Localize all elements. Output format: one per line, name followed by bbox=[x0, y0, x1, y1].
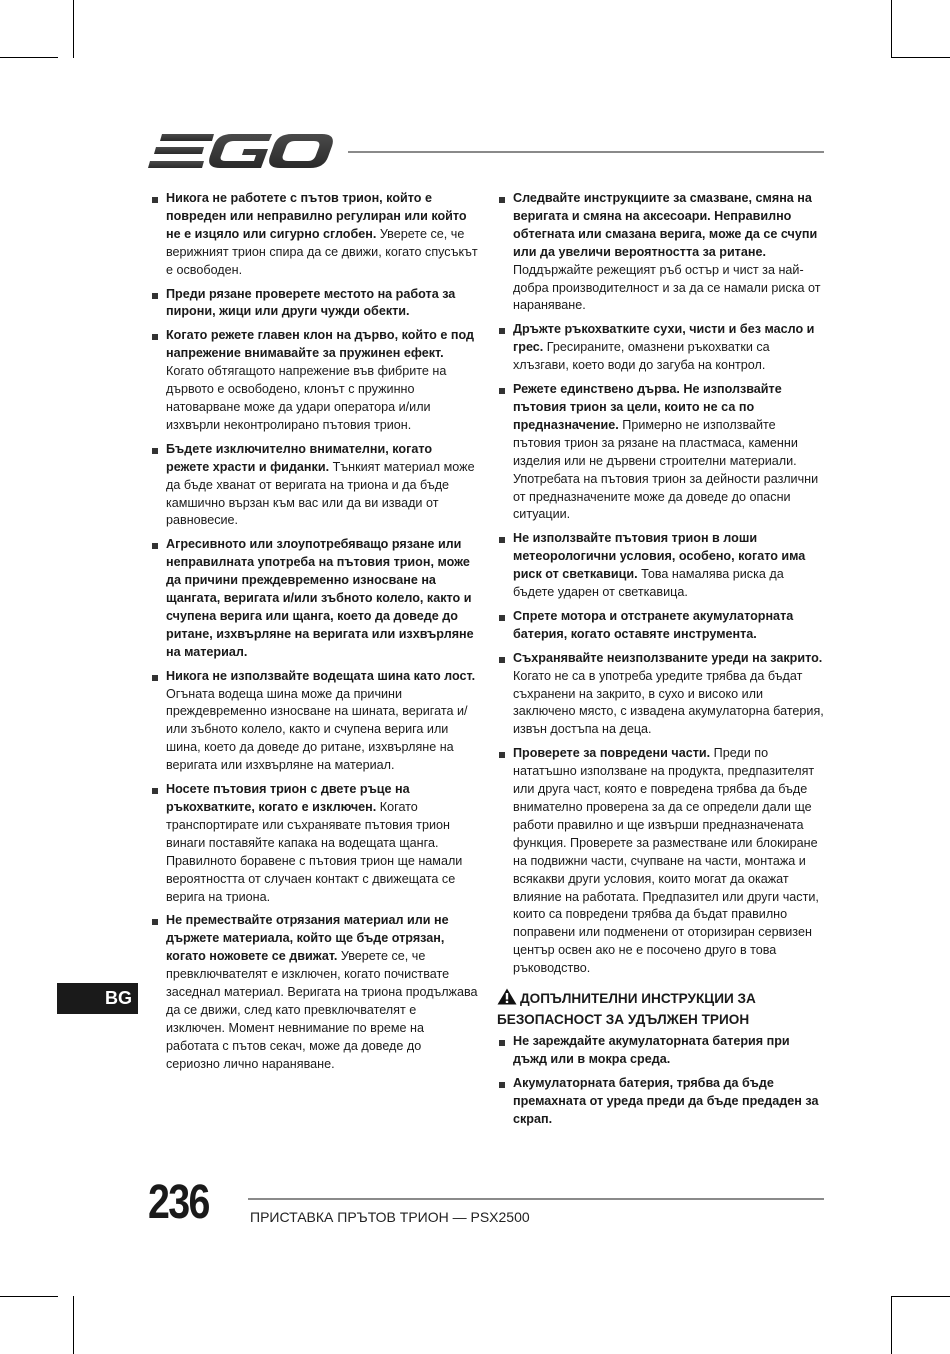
list-item bbox=[150, 536, 478, 661]
item-text: Примерно не използвайте пътовия трион за рязане на пластмаса, каменни изделия или не дървени строителни материали. Употребата на пътовия трион за дейности различни от предназначените може да доведе до опасни ситуации. bbox=[513, 417, 819, 522]
crop-mark bbox=[892, 57, 950, 58]
list-item bbox=[497, 650, 827, 740]
item-text: Уверете се, че верижният трион спира да се движи, когато спусъкът е освободен. bbox=[166, 226, 478, 277]
list-item bbox=[150, 912, 478, 1073]
header-rule bbox=[348, 151, 824, 153]
language-tab: BG bbox=[57, 983, 138, 1014]
item-text: Преди по нататъшно използване на продукта, предпазителят или друга част, която е повредена трябва да бъде внимателно проверена за да се определи дали ще работи правилно и ще извърши предназначената функция. Проверете за разместване или блокиране на подвижни части, счупване на части, монтажа и всякакви други условия, които могат да окажат влияние на работата. Предпазител или други части, които са повредени трябва да бъдат правилно поправени или подменени от оторизиран сервизен център освен ако не е посочено друго в това ръководство. bbox=[513, 746, 819, 976]
list-item bbox=[150, 190, 478, 280]
page-number: 236 bbox=[148, 1176, 209, 1229]
crop-mark bbox=[892, 1296, 950, 1297]
item-text: Уверете се, че превключвателят е изключен, когато почиствате заседнал материал. Веригата на триона продължава да се движи, след като превключвателят е изключен. Момент невнимание по време на работата с пътов секач, може да доведе до сериозно лично нараняване. bbox=[166, 949, 478, 1071]
crop-mark bbox=[73, 1296, 74, 1354]
warning-icon bbox=[497, 988, 517, 1010]
brand-logo bbox=[148, 128, 334, 174]
item-text: Огънатa водеща шина може да причини преждевременно износване на шината, веригата и/или зъбното колело, както и счупена верига или шина, което да доведе до ритане, изхвърляне на веригата или изхвърляне на материал. bbox=[166, 686, 468, 773]
item-text: Поддържайте режещият ръб остър и чист за най-добра производителност и за да се намали риска от нараняване. bbox=[513, 262, 821, 313]
item-bold-text: Акумулаторната батерия, трябва да бъде премахната от уреда преди да бъде предаден за скрап. bbox=[513, 1075, 819, 1126]
list-item bbox=[497, 190, 827, 315]
item-text: Когато не са в употреба уредите трябва да бъдат съхранени на закрито, в сухо и високо или заключено място, с извадена акумулаторна батерия, извън достъпа на деца. bbox=[513, 668, 824, 737]
list-item bbox=[150, 441, 478, 531]
item-bold-text: Следвайте инструкциите за смазване, смяна на веригата и смяна на аксесоари. Неправилно обтегната или смазана верига, може да се счупи или да увеличи вероятността за ритане. bbox=[513, 191, 818, 259]
item-text: Когато обтягащото напрежение във фибрите на дървото е освободено, клонът с пружинно натоварване може да удари оператора и/или изхвърли неконтролирано пътовия трион. bbox=[166, 364, 447, 432]
item-bold-text: Преди рязане проверете местото на работа за пирони, жици или други чужди обекти. bbox=[166, 286, 456, 319]
item-bold-text: Агресивното или злоупотребяващо рязане или неправилната употреба на пътовия трион, може да причини преждевременно износване на щангата, веригата и/или зъбното колело, както и счупена верига или щанга, което да доведе до ритане, изхвърляне на веригата или изхвърляне на материал. bbox=[166, 537, 474, 659]
list-item bbox=[497, 321, 827, 375]
list-item bbox=[497, 381, 827, 524]
item-bold-text: Съхранявайте неизползваните уреди на закрито. bbox=[513, 650, 823, 665]
item-bold-text: Носете пътовия трион с двете ръце на ръкохватките, когато е изключен. bbox=[166, 782, 410, 814]
item-text: Това намалява риска да бъдете ударен от светкавица. bbox=[513, 567, 784, 600]
item-bold-text: Когато режете главен клон на дървo, който е под напрежение внимавайте за пружинен ефект. bbox=[166, 328, 474, 361]
crop-mark bbox=[0, 57, 58, 58]
item-bold-text: Дръжте ръкохватките сухи, чисти и без масло и грес. bbox=[513, 322, 815, 355]
item-bold-text: Никога не използвайте водещата шина като лост. bbox=[166, 668, 476, 683]
section-title bbox=[497, 988, 827, 1029]
list-item bbox=[497, 745, 827, 978]
left-column bbox=[150, 190, 478, 1080]
list-item bbox=[150, 668, 478, 775]
list-item bbox=[150, 781, 478, 906]
item-bold-text: Бъдете изключително внимателни, когато режете храсти и фиданки. bbox=[166, 441, 433, 474]
item-bold-text: Никога не работете с пътов трион, който е повреден или неправилно регулиран или който не е изцяло или сигурно сглобен. bbox=[166, 191, 467, 241]
item-bold-text: Не използвайте пътовия трион в лоши метеорологични условия, особено, когато има риск от светкавици. bbox=[513, 531, 806, 582]
right-column bbox=[497, 190, 827, 1135]
item-bold-text: Проверете за повредени части. bbox=[513, 746, 711, 761]
item-bold-text: Спрете мотора и отстранете акумулаторната батерия, когато оставяте инструмента. bbox=[513, 608, 794, 641]
crop-mark bbox=[891, 1296, 892, 1354]
list-item bbox=[497, 1075, 827, 1129]
item-bold-text: Режете единствено дърва. Не използвайте пътовия трион за цели, които не са по предназначение. bbox=[513, 382, 782, 432]
crop-mark bbox=[73, 0, 74, 58]
list-item bbox=[497, 608, 827, 644]
footer-rule bbox=[248, 1198, 824, 1200]
item-text: Тънкият материал може да бъде хванат от веригата на триона и да бъде камшично вързан към вас или да ви извади от равновесие. bbox=[166, 459, 475, 528]
item-text: Гресираните, омазнени ръкохватки са хлъзгави, което води до загуба на контрол. bbox=[513, 340, 770, 373]
list-item bbox=[150, 286, 478, 322]
item-text: Когато транспортирате или съхранявате пътовия трион винаги поставяйте капака на водещата щанга. Правилното боравене с пътовия трион ще намали вероятността от случаен контакт с движещата се верига на триона. bbox=[166, 800, 463, 904]
list-item bbox=[150, 327, 478, 434]
item-bold-text: Не премествайте отрязания материал или не държете материала, който ще бъде отрязан, когато ножовете се движат. bbox=[166, 913, 449, 964]
list-item bbox=[497, 530, 827, 602]
footer-title: ПРИСТАВКА ПРЪТОВ ТРИОН — PSX2500 bbox=[250, 1209, 530, 1225]
section-title-text: ДОПЪЛНИТЕЛНИ ИНСТРУКЦИИ ЗА БЕЗОПАСНОСТ ЗА УДЪЛЖЕН ТРИОН bbox=[497, 991, 756, 1028]
crop-mark bbox=[891, 0, 892, 58]
crop-mark bbox=[0, 1296, 58, 1297]
item-bold-text: Не зареждайте акумулаторната батерия при дъжд или в мокра среда. bbox=[513, 1034, 790, 1066]
list-item bbox=[497, 1033, 827, 1069]
